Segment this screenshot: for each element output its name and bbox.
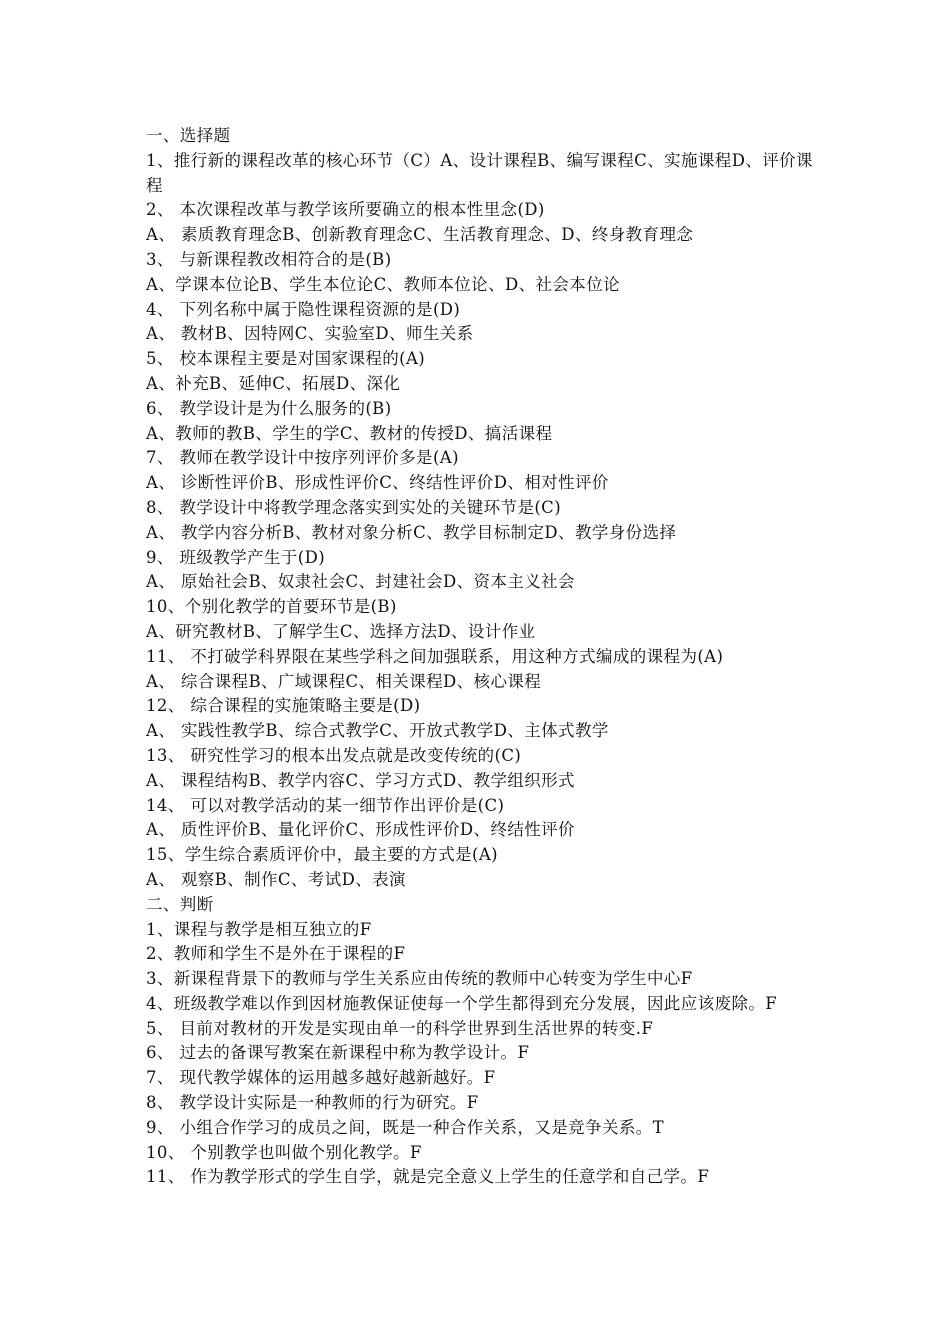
options-line: A、 观察B、制作C、考试D、表演 <box>146 869 406 889</box>
options-line: A、 实践性教学B、综合式教学C、开放式教学D、主体式教学 <box>146 721 609 741</box>
question-line: 11、 不打破学科界限在某些学科之间加强联系，用这种方式编成的课程为(A) <box>146 646 724 666</box>
options-line: A、 教材B、因特网C、实验室D、师生关系 <box>146 324 474 344</box>
question-line: 15、学生综合素质评价中，最主要的方式是(A) <box>146 845 498 865</box>
judgment-line: 9、 小组合作学习的成员之间，既是一种合作关系，又是竞争关系。T <box>146 1117 665 1137</box>
section-heading-judgment: 二、判断 <box>146 894 214 914</box>
question-line: 4、 下列名称中属于隐性课程资源的是(D) <box>146 299 461 319</box>
judgment-line: 3、新课程背景下的教师与学生关系应由传统的教师中心转变为学生中心F <box>146 969 693 989</box>
question-line: 8、 教学设计中将教学理念落实到实处的关键环节是(C) <box>146 497 562 517</box>
options-line: A、 素质教育理念B、创新教育理念C、生活教育理念、D、终身教育理念 <box>146 225 694 245</box>
question-line: 12、 综合课程的实施策略主要是(D) <box>146 696 421 716</box>
exam-text-body <box>146 124 826 1190</box>
judgment-line: 10、 个别教学也叫做个别化教学。F <box>146 1142 422 1162</box>
question-line: 1、推行新的课程改革的核心环节（C）A、设计课程B、编写课程C、实施课程D、评价课程 <box>146 150 813 195</box>
judgment-line: 4、班级教学难以作到因材施教保证使每一个学生都得到充分发展，因此应该废除。F <box>146 993 778 1013</box>
options-line: A、 综合课程B、广域课程C、相关课程D、核心课程 <box>146 671 542 691</box>
question-line: 2、 本次课程改革与教学该所要确立的根本性里念(D) <box>146 200 545 220</box>
question-line: 13、 研究性学习的根本出发点就是改变传统的(C) <box>146 745 522 765</box>
question-line: 10、个别化教学的首要环节是(B) <box>146 597 397 617</box>
judgment-line: 11、 作为教学形式的学生自学，就是完全意义上学生的任意学和自己学。F <box>146 1167 710 1187</box>
judgment-line: 5、 目前对教材的开发是实现由单一的科学世界到生活世界的转变.F <box>146 1018 654 1038</box>
judgment-line: 8、 教学设计实际是一种教师的行为研究。F <box>146 1093 479 1113</box>
options-line: A、 原始社会B、奴隶社会C、封建社会D、资本主义社会 <box>146 572 575 592</box>
options-line: A、 诊断性评价B、形成性评价C、终结性评价D、相对性评价 <box>146 473 609 493</box>
options-line: A、研究教材B、了解学生C、选择方法D、设计作业 <box>146 621 536 641</box>
judgment-line: 1、课程与教学是相互独立的F <box>146 919 372 939</box>
section-heading-choice: 一、选择题 <box>146 126 231 145</box>
options-line: A、 质性评价B、量化评价C、形成性评价D、终结性评价 <box>146 820 575 840</box>
options-line: A、教师的教B、学生的学C、教材的传授D、搞活课程 <box>146 423 553 443</box>
judgment-line: 7、 现代教学媒体的运用越多越好越新越好。F <box>146 1068 496 1088</box>
options-line: A、补充B、延伸C、拓展D、深化 <box>146 373 401 393</box>
question-line: 3、 与新课程教改相符合的是(B) <box>146 249 392 269</box>
question-line: 7、 教师在教学设计中按序列评价多是(A) <box>146 448 459 468</box>
options-line: A、学课本位论B、学生本位论C、教师本位论、D、社会本位论 <box>146 274 620 294</box>
question-line: 6、 教学设计是为什么服务的(B) <box>146 398 392 418</box>
question-line: 9、 班级教学产生于(D) <box>146 547 326 567</box>
judgment-line: 6、 过去的备课写教案在新课程中称为教学设计。F <box>146 1043 530 1063</box>
options-line: A、 课程结构B、教学内容C、学习方式D、教学组织形式 <box>146 770 575 790</box>
question-line: 14、 可以对教学活动的某一细节作出评价是(C) <box>146 795 505 815</box>
options-line: A、 教学内容分析B、教材对象分析C、教学目标制定D、教学身份选择 <box>146 522 677 542</box>
judgment-line: 2、教师和学生不是外在于课程的F <box>146 944 406 964</box>
question-line: 5、 校本课程主要是对国家课程的(A) <box>146 349 426 369</box>
